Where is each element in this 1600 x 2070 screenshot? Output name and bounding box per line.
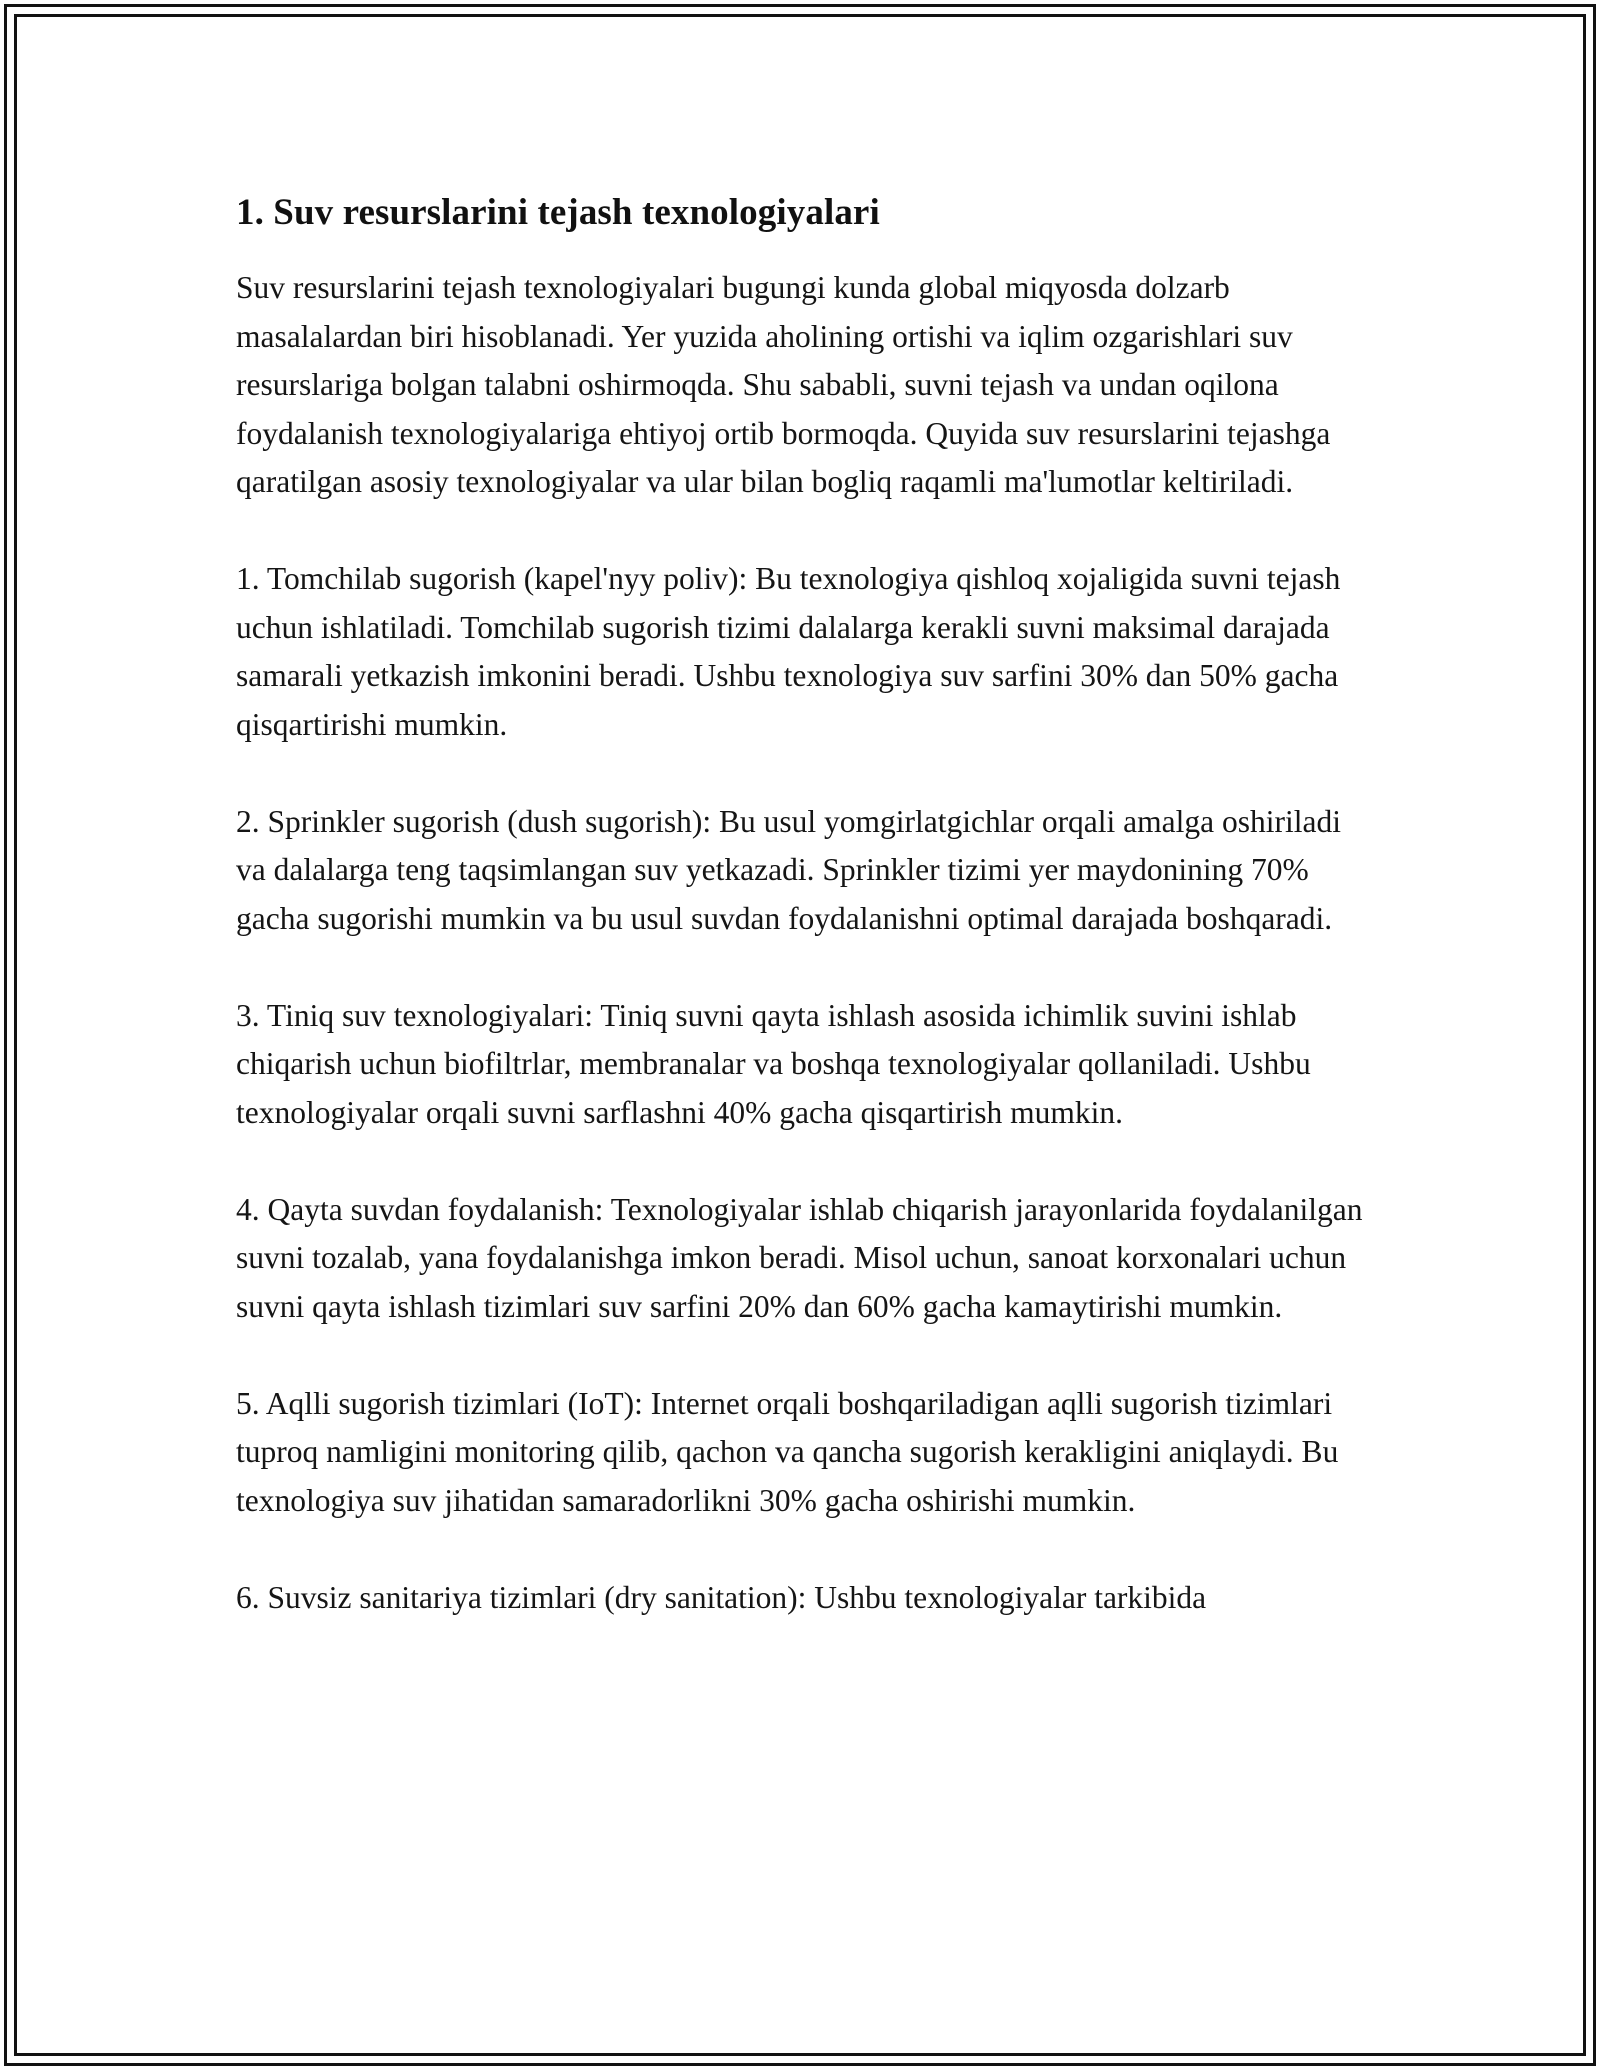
- item-sprinkler-irrigation: 2. Sprinkler sugorish (dush sugorish): Bu usul yomgirlatgichlar orqali amalga oshiriladi va dalalarga teng taqsimlangan suv yetkazadi. Sprinkler tizimi yer maydonining 70% gacha sugorishi mumkin va bu usul suvdan foydalanishni optimal darajada boshqaradi.: [236, 803, 1341, 936]
- item-drip-irrigation: 1. Tomchilab sugorish (kapel'nyy poliv): Bu texnologiya qishloq xojaligida suvni tejash uchun ishlatiladi. Tomchilab sugorish tizimi dalalarga kerakli suvni maksimal darajada samarali yetkazish imkonini beradi. Ushbu texnologiya suv sarfini 30% dan 50% gacha qisqartirishi mumkin.: [236, 561, 1341, 742]
- item-smart-irrigation: 5. Aqlli sugorish tizimlari (IoT): Internet orqali boshqariladigan aqlli sugorish tizimlari tuproq namligini monitoring qilib, qachon va qancha sugorish kerakligini aniqlaydi. Bu texnologiya suv jihatidan samaradorlikni 30% gacha oshirishi mumkin.: [236, 1385, 1339, 1518]
- item-water-reuse: 4. Qayta suvdan foydalanish: Texnologiyalar ishlab chiqarish jarayonlarida foydalanilgan suvni tozalab, yana foydalanishga imkon beradi. Misol uchun, sanoat korxonalari uchun suvni qayta ishlash tizimlari suv sarfini 20% dan 60% gacha kamaytirishi mumkin.: [236, 1191, 1363, 1324]
- item-clean-water-technologies: 3. Tiniq suv texnologiyalari: Tiniq suvni qayta ishlash asosida ichimlik suvini ishlab chiqarish uchun biofiltrlar, membranalar va boshqa texnologiyalar qollaniladi. Ushbu texnologiyalar orqali suvni sarflashni 40% gacha qisqartirish mumkin.: [236, 997, 1311, 1130]
- section-heading: 1. Suv resurslarini tejash texnologiyalari: [236, 192, 880, 233]
- item-dry-sanitation: 6. Suvsiz sanitariya tizimlari (dry sanitation): Ushbu texnologiyalar tarkibida: [236, 1579, 1207, 1615]
- document-body: [236, 190, 1376, 1622]
- intro-paragraph: Suv resurslarini tejash texnologiyalari bugungi kunda global miqyosda dolzarb masalalardan biri hisoblanadi. Yer yuzida aholining ortishi va iqlim ozgarishlari suv resurslariga bolgan talabni oshirmoqda. Shu sababli, suvni tejash va undan oqilona foydalanish texnologiyalariga ehtiyoj ortib bormoqda. Quyida suv resurslarini tejashga qaratilgan asosiy texnologiyalar va ular bilan bogliq raqamli ma'lumotlar keltiriladi.: [236, 270, 1331, 499]
